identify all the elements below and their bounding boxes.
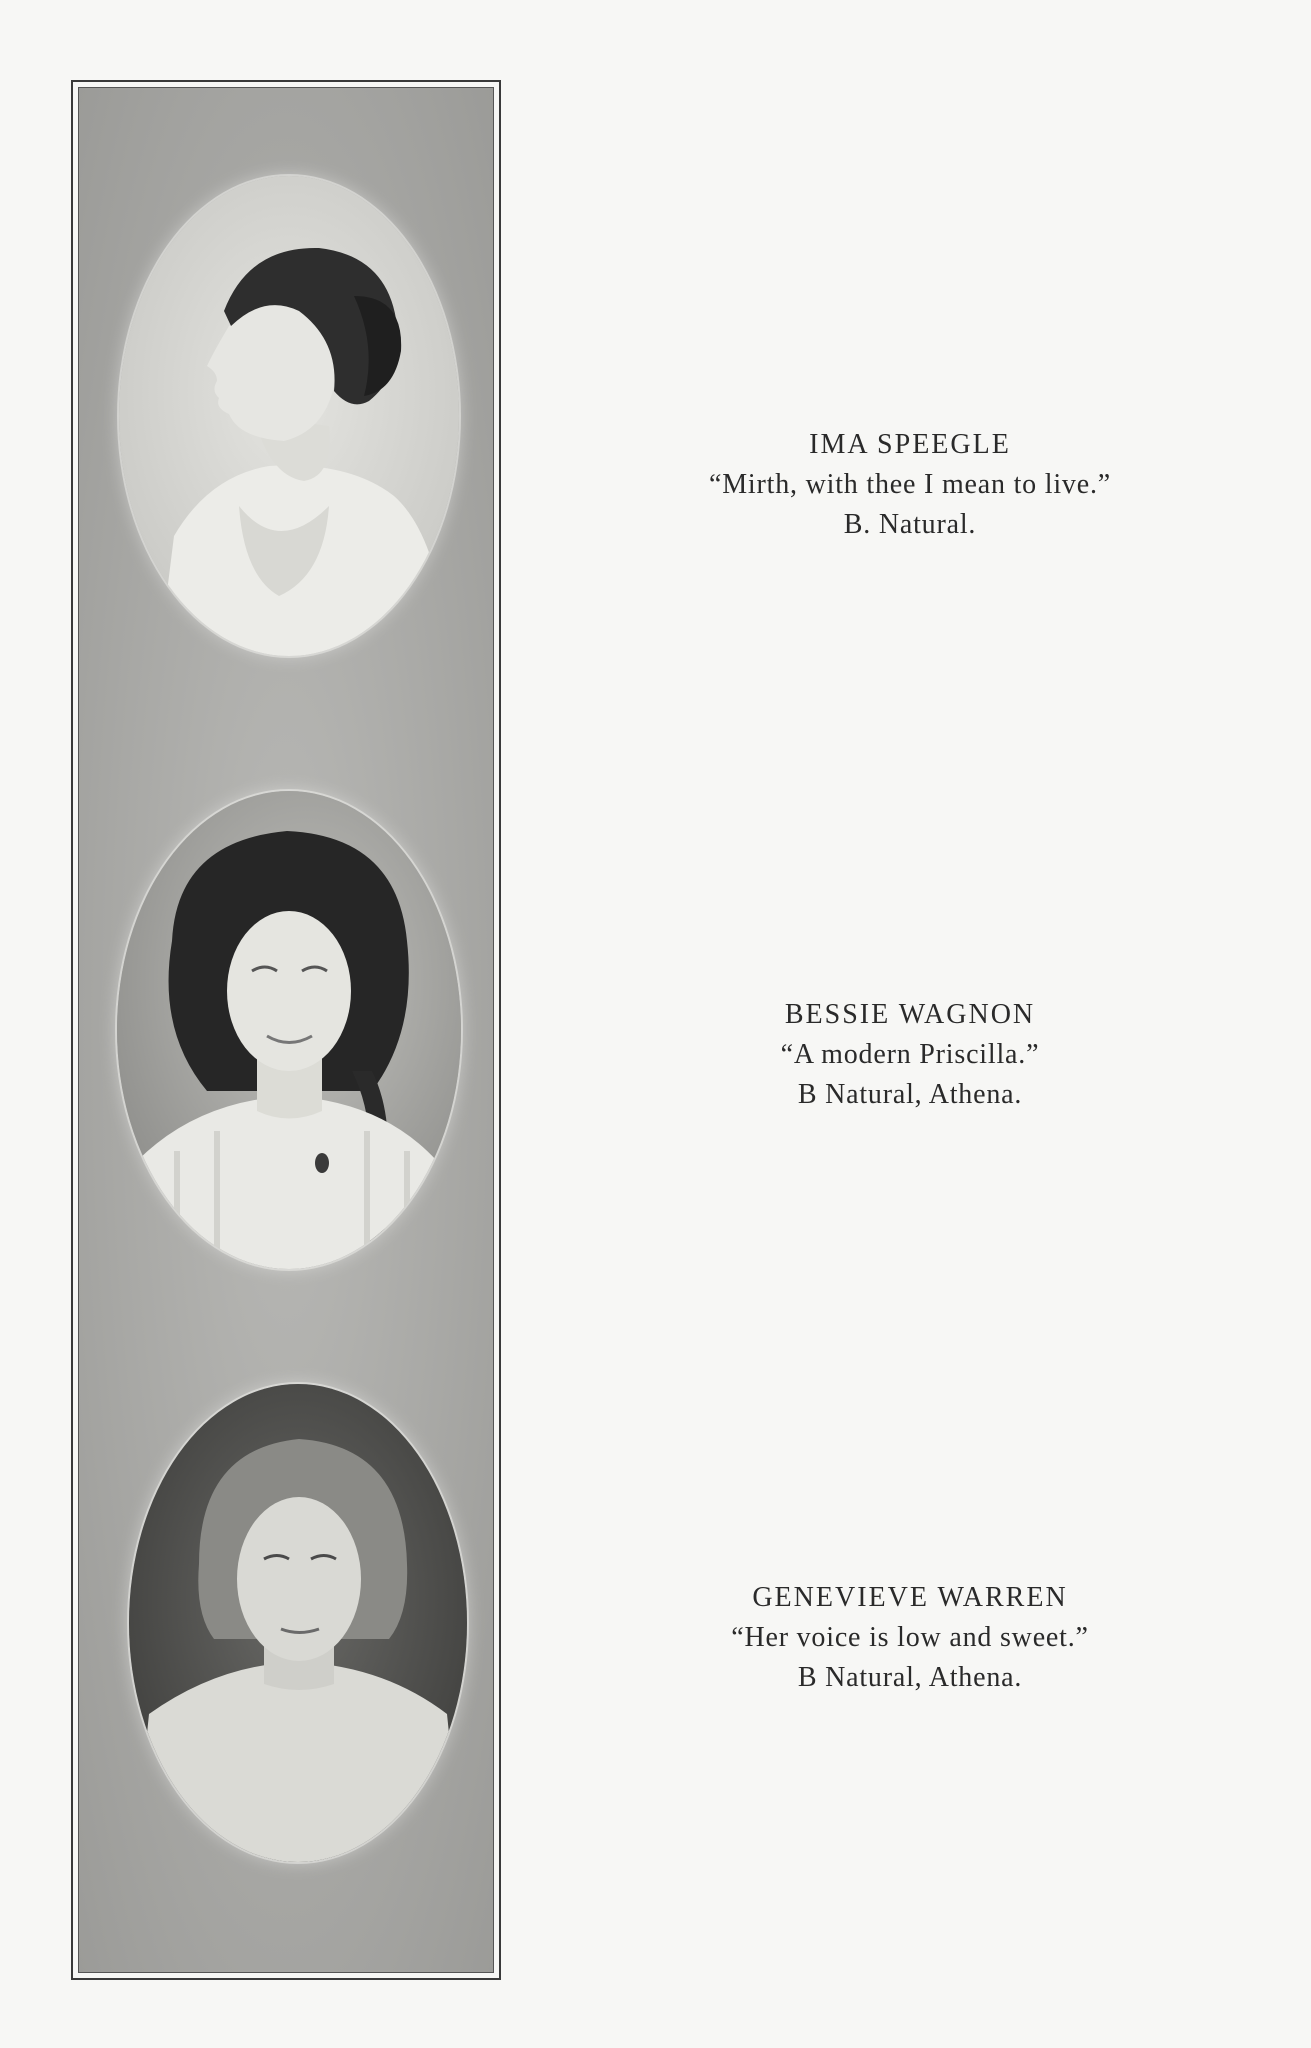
student-name: BESSIE WAGNON xyxy=(784,999,1036,1030)
student-affiliation: B. Natural. xyxy=(843,509,977,540)
student-quote: “Mirth, with thee I mean to live.” xyxy=(709,469,1111,500)
student-caption-1 xyxy=(560,425,1260,545)
student-affiliation: B Natural, Athena. xyxy=(797,1079,1023,1110)
portrait-photo-3 xyxy=(129,1384,467,1862)
portrait-photo-2 xyxy=(117,791,461,1269)
student-name: IMA SPEEGLE xyxy=(809,429,1011,460)
student-quote: “Her voice is low and sweet.” xyxy=(731,1622,1089,1653)
portrait-strip xyxy=(78,87,494,1973)
student-affiliation: B Natural, Athena. xyxy=(797,1662,1023,1693)
portrait-strip-frame xyxy=(71,80,501,1980)
student-name: GENEVIEVE WARREN xyxy=(752,1582,1068,1613)
student-caption-2 xyxy=(560,995,1260,1115)
student-caption-3 xyxy=(560,1578,1260,1698)
student-quote: “A modern Priscilla.” xyxy=(780,1039,1040,1070)
portrait-photo-1 xyxy=(119,176,459,656)
